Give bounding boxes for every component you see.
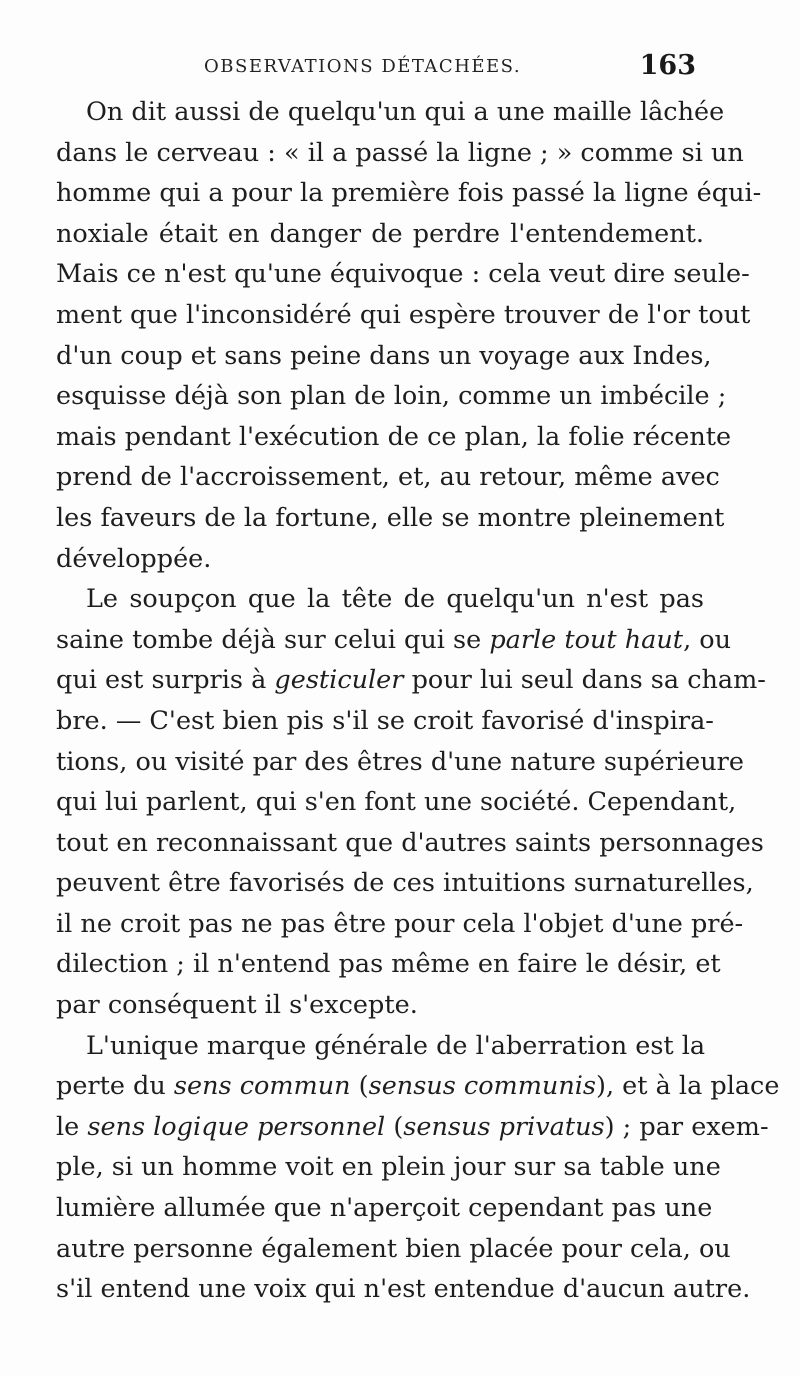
text-line: autre personne également bien placée pour cela, ou bbox=[56, 1233, 731, 1264]
text-line: Le soupçon que la tête de quelqu'un n'est pas bbox=[86, 584, 704, 615]
page-header bbox=[60, 50, 700, 90]
text-line: tions, ou visité par des êtres d'une nature supérieure bbox=[56, 746, 744, 777]
text-segment: perte du bbox=[56, 1071, 166, 1102]
text-line: mais pendant l'exécution de ce plan, la folie récente bbox=[56, 421, 732, 452]
text-line: ple, si un homme voit en plein jour sur sa table une bbox=[56, 1152, 721, 1183]
italic-phrase: gesticuler bbox=[274, 665, 404, 696]
text-line: les faveurs de la fortune, elle se montre pleinement bbox=[56, 502, 725, 533]
text-line-mixed bbox=[56, 1107, 769, 1148]
text-line: dilection ; il n'entend pas même en faire le désir, et bbox=[56, 949, 721, 980]
text-line: esquisse déjà son plan de loin, comme un imbécile ; bbox=[56, 381, 727, 412]
text-line-mixed bbox=[56, 620, 732, 661]
text-line: s'il entend une voix qui n'est entendue d'aucun autre. bbox=[56, 1274, 751, 1305]
italic-phrase: sens logique personnel bbox=[87, 1111, 386, 1142]
text-line: bre. — C'est bien pis s'il se croit favorisé d'inspira- bbox=[56, 705, 714, 736]
text-segment: ( bbox=[385, 1111, 404, 1142]
text-segment: ) ; par exem- bbox=[604, 1111, 769, 1142]
page-number: 163 bbox=[639, 50, 696, 81]
running-head: OBSERVATIONS DÉTACHÉES. bbox=[204, 56, 522, 77]
text-line: peuvent être favorisés de ces intuitions surnaturelles, bbox=[56, 868, 754, 899]
text-line-mixed bbox=[56, 660, 766, 701]
text-line-mixed bbox=[56, 1066, 780, 1107]
italic-phrase: parle tout haut bbox=[489, 624, 684, 655]
text-line: noxiale était en danger de perdre l'entendement. bbox=[56, 218, 704, 249]
text-line: d'un coup et sans peine dans un voyage aux Indes, bbox=[56, 340, 712, 371]
text-line: tout en reconnaissant que d'autres saints personnages bbox=[56, 827, 764, 858]
text-line: développée. bbox=[56, 543, 212, 574]
text-line: Mais ce n'est qu'une équivoque : cela veut dire seule- bbox=[56, 259, 750, 290]
text-line: lumière allumée que n'aperçoit cependant pas une bbox=[56, 1193, 713, 1224]
text-line: il ne croit pas ne pas être pour cela l'objet d'une pré- bbox=[56, 908, 744, 939]
text-segment: ( bbox=[350, 1071, 369, 1102]
text-segment: ), et à la place bbox=[596, 1071, 780, 1102]
italic-phrase: sensus communis bbox=[368, 1071, 596, 1102]
text-line: ment que l'inconsidéré qui espère trouver de l'or tout bbox=[56, 299, 751, 330]
text-segment: saine tombe déjà sur celui qui se bbox=[56, 624, 482, 655]
text-line: dans le cerveau : « il a passé la ligne ; » comme si un bbox=[56, 137, 744, 168]
text-line: qui lui parlent, qui s'en font une société. Cependant, bbox=[56, 787, 737, 818]
italic-phrase: sens commun bbox=[173, 1071, 351, 1102]
italic-phrase: sensus privatus bbox=[403, 1111, 605, 1142]
text-segment: le bbox=[56, 1111, 80, 1142]
text-segment: , ou bbox=[683, 624, 732, 655]
text-line: homme qui a pour la première fois passé la ligne équi- bbox=[56, 178, 762, 209]
text-line: L'unique marque générale de l'aberration est la bbox=[86, 1030, 706, 1061]
text-line: On dit aussi de quelqu'un qui a une maille lâchée bbox=[86, 97, 725, 127]
text-segment: pour lui seul dans sa cham- bbox=[403, 665, 766, 696]
text-line: par conséquent il s'excepte. bbox=[56, 990, 418, 1021]
text-segment: qui est surpris à bbox=[56, 665, 267, 696]
text-line: prend de l'accroissement, et, au retour, même avec bbox=[56, 462, 720, 493]
body-text bbox=[56, 92, 780, 1310]
